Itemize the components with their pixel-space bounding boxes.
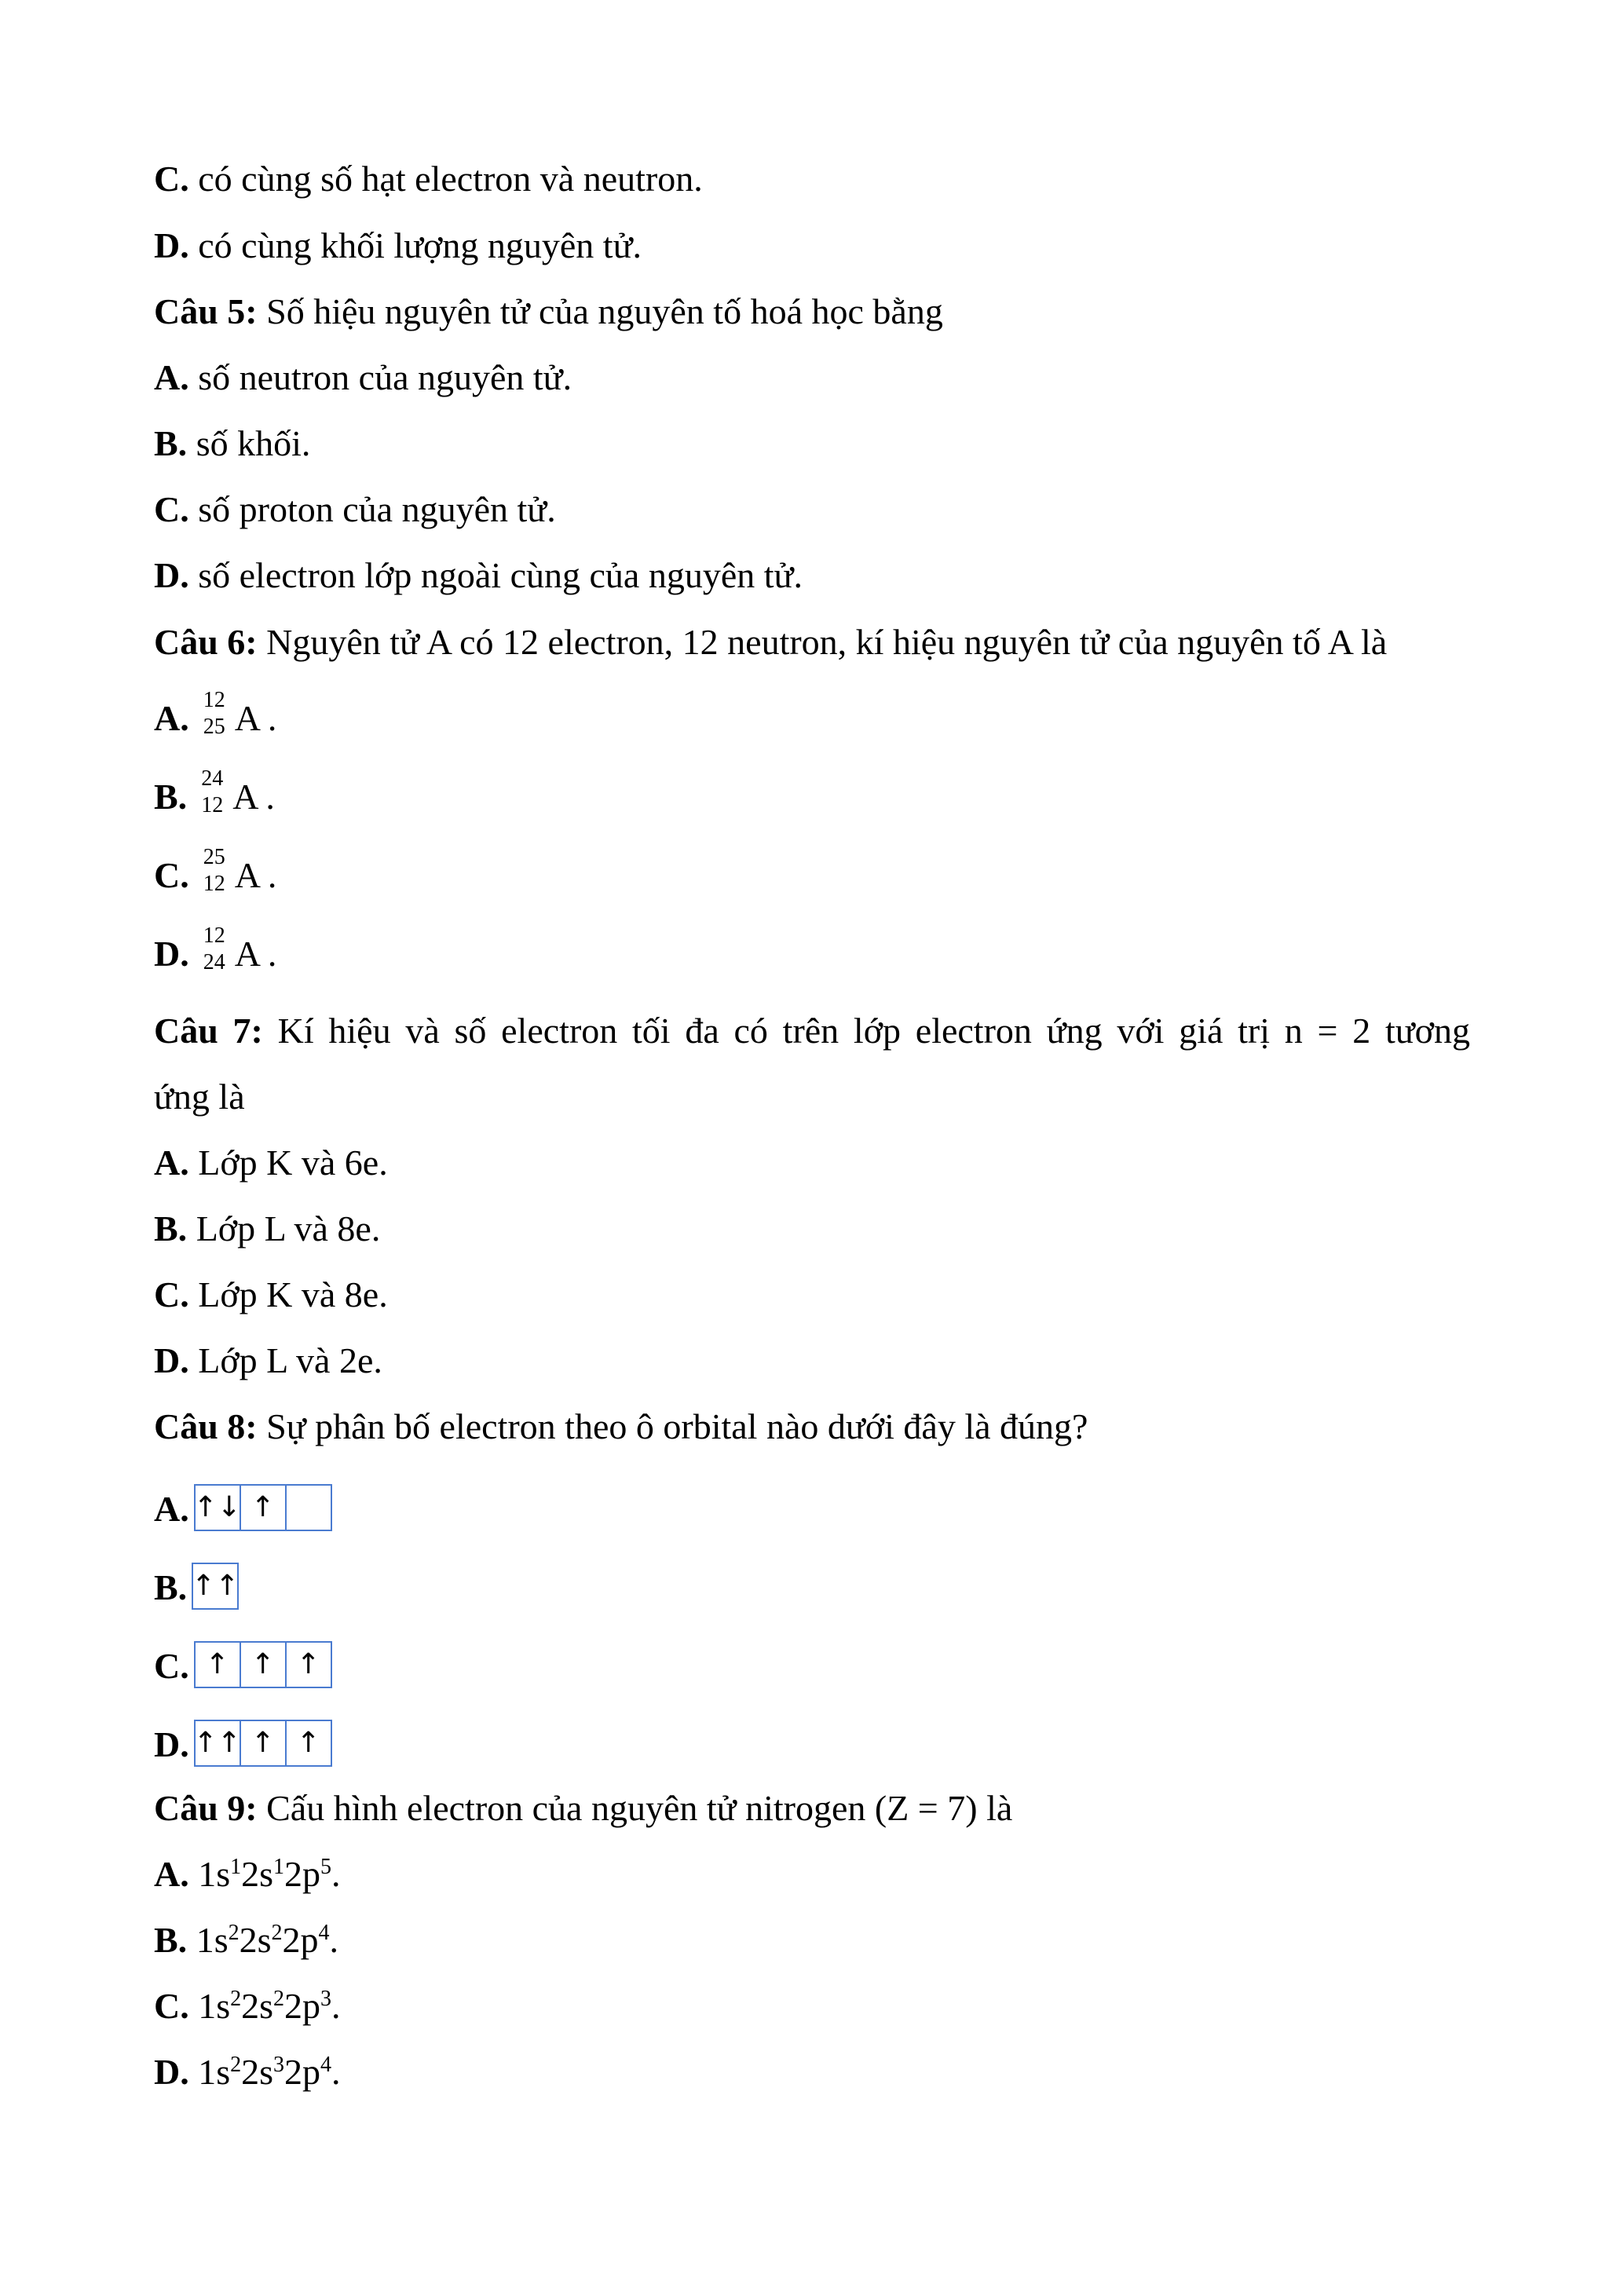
q5-option-d [154, 555, 803, 595]
period: . [331, 2052, 341, 2092]
orbital-2p: 2p [284, 1854, 321, 1894]
electron-count: 4 [318, 1921, 330, 1945]
q7-option-a [154, 1145, 388, 1181]
option-text: số neutron của nguyên tử. [188, 357, 572, 397]
q8-option-c [154, 1641, 332, 1688]
orbital-box: ↑↓ [196, 1486, 241, 1530]
option-letter: A. [154, 698, 189, 738]
question-label: Câu 6: [154, 622, 258, 662]
electron-count: 3 [320, 1987, 332, 2011]
option-letter: C. [154, 489, 189, 529]
option-text: Lớp K và 6e. [188, 1143, 388, 1183]
orbital-2p: 2p [282, 1920, 319, 1960]
question-text: Nguyên tử A có 12 electron, 12 neutron, kí hiệu nguyên tử của nguyên tố A là [257, 622, 1388, 662]
q8-stem [154, 1406, 1088, 1446]
q9-option-c [154, 1988, 341, 2024]
electron-count: 2 [271, 1921, 283, 1945]
element-symbol: A . [232, 777, 275, 817]
electron-count: 2 [228, 1921, 240, 1945]
mass-number: 25 [203, 845, 225, 869]
orbital-1s: 1s [198, 1986, 231, 2026]
option-text: Lớp L và 2e. [188, 1340, 382, 1380]
option-letter: C. [154, 855, 189, 895]
atomic-number: 12 [201, 793, 224, 817]
q7-option-b [154, 1208, 381, 1249]
electron-count: 3 [273, 2053, 285, 2077]
isotope-notation [200, 923, 232, 974]
option-letter: D. [154, 2052, 189, 2092]
option-letter: B. [154, 1208, 188, 1249]
orbital-box: ↑ [296, 1727, 320, 1759]
option-text: Lớp K và 8e. [188, 1274, 388, 1314]
orbital-diagram [192, 1563, 239, 1610]
option-letter: C. [154, 1986, 189, 2026]
orbital-box: ↑ [241, 1643, 287, 1687]
period: . [331, 1854, 341, 1894]
q6-option-d [154, 923, 277, 974]
q7-stem-continued [154, 1079, 245, 1115]
question-text: Kí hiệu và số electron tối đa có trên lớp electron ứng với giá trị n = 2 tương [262, 1011, 1470, 1051]
mass-number: 12 [203, 688, 225, 712]
option-letter: B. [154, 777, 188, 817]
option-letter: B. [154, 423, 188, 463]
question-label: Câu 8: [154, 1406, 258, 1446]
option-text: số electron lớp ngoài cùng của nguyên tử. [188, 555, 803, 595]
electron-count: 4 [320, 2053, 332, 2077]
isotope-notation [200, 688, 232, 739]
q7-option-d [154, 1340, 382, 1380]
orbital-2s: 2s [241, 1854, 274, 1894]
q8-option-a [154, 1484, 332, 1531]
q9-option-d [154, 2054, 341, 2090]
element-symbol: A . [234, 855, 277, 895]
atomic-number: 12 [203, 872, 225, 896]
element-symbol: A . [234, 934, 277, 974]
period: . [329, 1920, 338, 1960]
q8-option-d [154, 1720, 332, 1767]
orbital-2p: 2p [284, 1986, 321, 2026]
option-letter: B. [154, 1567, 188, 1607]
electron-count: 2 [273, 1987, 285, 2011]
q5-option-b [154, 423, 311, 463]
option-letter: B. [154, 1920, 188, 1960]
orbital-2p: 2p [284, 2052, 321, 2092]
question-label: Câu 5: [154, 291, 258, 331]
atomic-number: 25 [203, 715, 225, 739]
option-text: số proton của nguyên tử. [188, 489, 556, 529]
option-text: Lớp L và 8e. [187, 1208, 381, 1249]
option-letter: C. [154, 1274, 189, 1314]
question-text: Số hiệu nguyên tử của nguyên tố hoá học bằng [257, 291, 943, 331]
orbital-1s: 1s [198, 2052, 231, 2092]
orbital-box: ↑↑ [196, 1721, 241, 1765]
electron-count: 5 [320, 1855, 332, 1879]
electron-count: 2 [230, 1987, 242, 2011]
orbital-2s: 2s [239, 1920, 272, 1960]
q7-stem [154, 1013, 1470, 1049]
q9-option-a [154, 1856, 341, 1892]
q9-option-b [154, 1922, 338, 1958]
option-letter: A. [154, 357, 189, 397]
option-letter: C. [154, 159, 189, 199]
q6-option-c [154, 845, 277, 896]
mass-number: 12 [203, 923, 225, 948]
orbital-1s: 1s [196, 1920, 229, 1960]
option-text: số khối. [187, 423, 311, 463]
electron-count: 1 [273, 1855, 285, 1879]
question-text: Cấu hình electron của nguyên tử nitrogen (Z = 7) là [257, 1788, 1013, 1828]
orbital-diagram [194, 1484, 332, 1531]
option-letter: D. [154, 1340, 189, 1380]
orbital-box: ↑ [241, 1486, 287, 1530]
option-letter: A. [154, 1143, 189, 1183]
electron-count: 1 [230, 1855, 242, 1879]
question-label: Câu 7: [154, 1011, 263, 1051]
option-letter: D. [154, 555, 189, 595]
question-text: ứng là [154, 1077, 245, 1117]
orbital-diagram [194, 1641, 332, 1688]
option-letter: D. [154, 1724, 189, 1764]
q6-option-b [154, 766, 275, 817]
option-text: có cùng số hạt electron và neutron. [188, 159, 703, 199]
question-label: Câu 9: [154, 1788, 258, 1828]
period: . [331, 1986, 341, 2026]
isotope-notation [200, 845, 232, 896]
q8-option-b [154, 1563, 239, 1610]
option-letter: C. [154, 1646, 189, 1686]
q5-stem [154, 291, 943, 331]
q4-option-c [154, 161, 703, 197]
isotope-notation [198, 766, 229, 817]
q7-option-c [154, 1274, 388, 1314]
q6-stem [154, 624, 1387, 660]
electron-count: 2 [230, 2053, 242, 2077]
q6-option-a [154, 688, 277, 739]
orbital-1s: 1s [198, 1854, 231, 1894]
option-letter: A. [154, 1854, 189, 1894]
orbital-2s: 2s [241, 1986, 274, 2026]
q4-option-d [154, 225, 642, 265]
option-letter: D. [154, 225, 189, 265]
q5-option-a [154, 357, 572, 397]
atomic-number: 24 [203, 950, 225, 974]
orbital-box: ↑ [296, 1648, 320, 1680]
question-text: Sự phân bố electron theo ô orbital nào dưới đây là đúng? [257, 1406, 1088, 1446]
element-symbol: A . [234, 698, 277, 738]
orbital-diagram [194, 1720, 332, 1767]
mass-number: 24 [201, 766, 224, 791]
q9-stem [154, 1790, 1012, 1826]
orbital-box: ↑ [241, 1721, 287, 1765]
orbital-box [287, 1486, 331, 1530]
orbital-2s: 2s [241, 2052, 274, 2092]
orbital-box: ↑ [196, 1643, 241, 1687]
option-letter: A. [154, 1489, 189, 1529]
orbital-box: ↑↑ [192, 1570, 240, 1602]
option-text: có cùng khối lượng nguyên tử. [188, 225, 642, 265]
option-letter: D. [154, 934, 189, 974]
q5-option-c [154, 489, 556, 529]
